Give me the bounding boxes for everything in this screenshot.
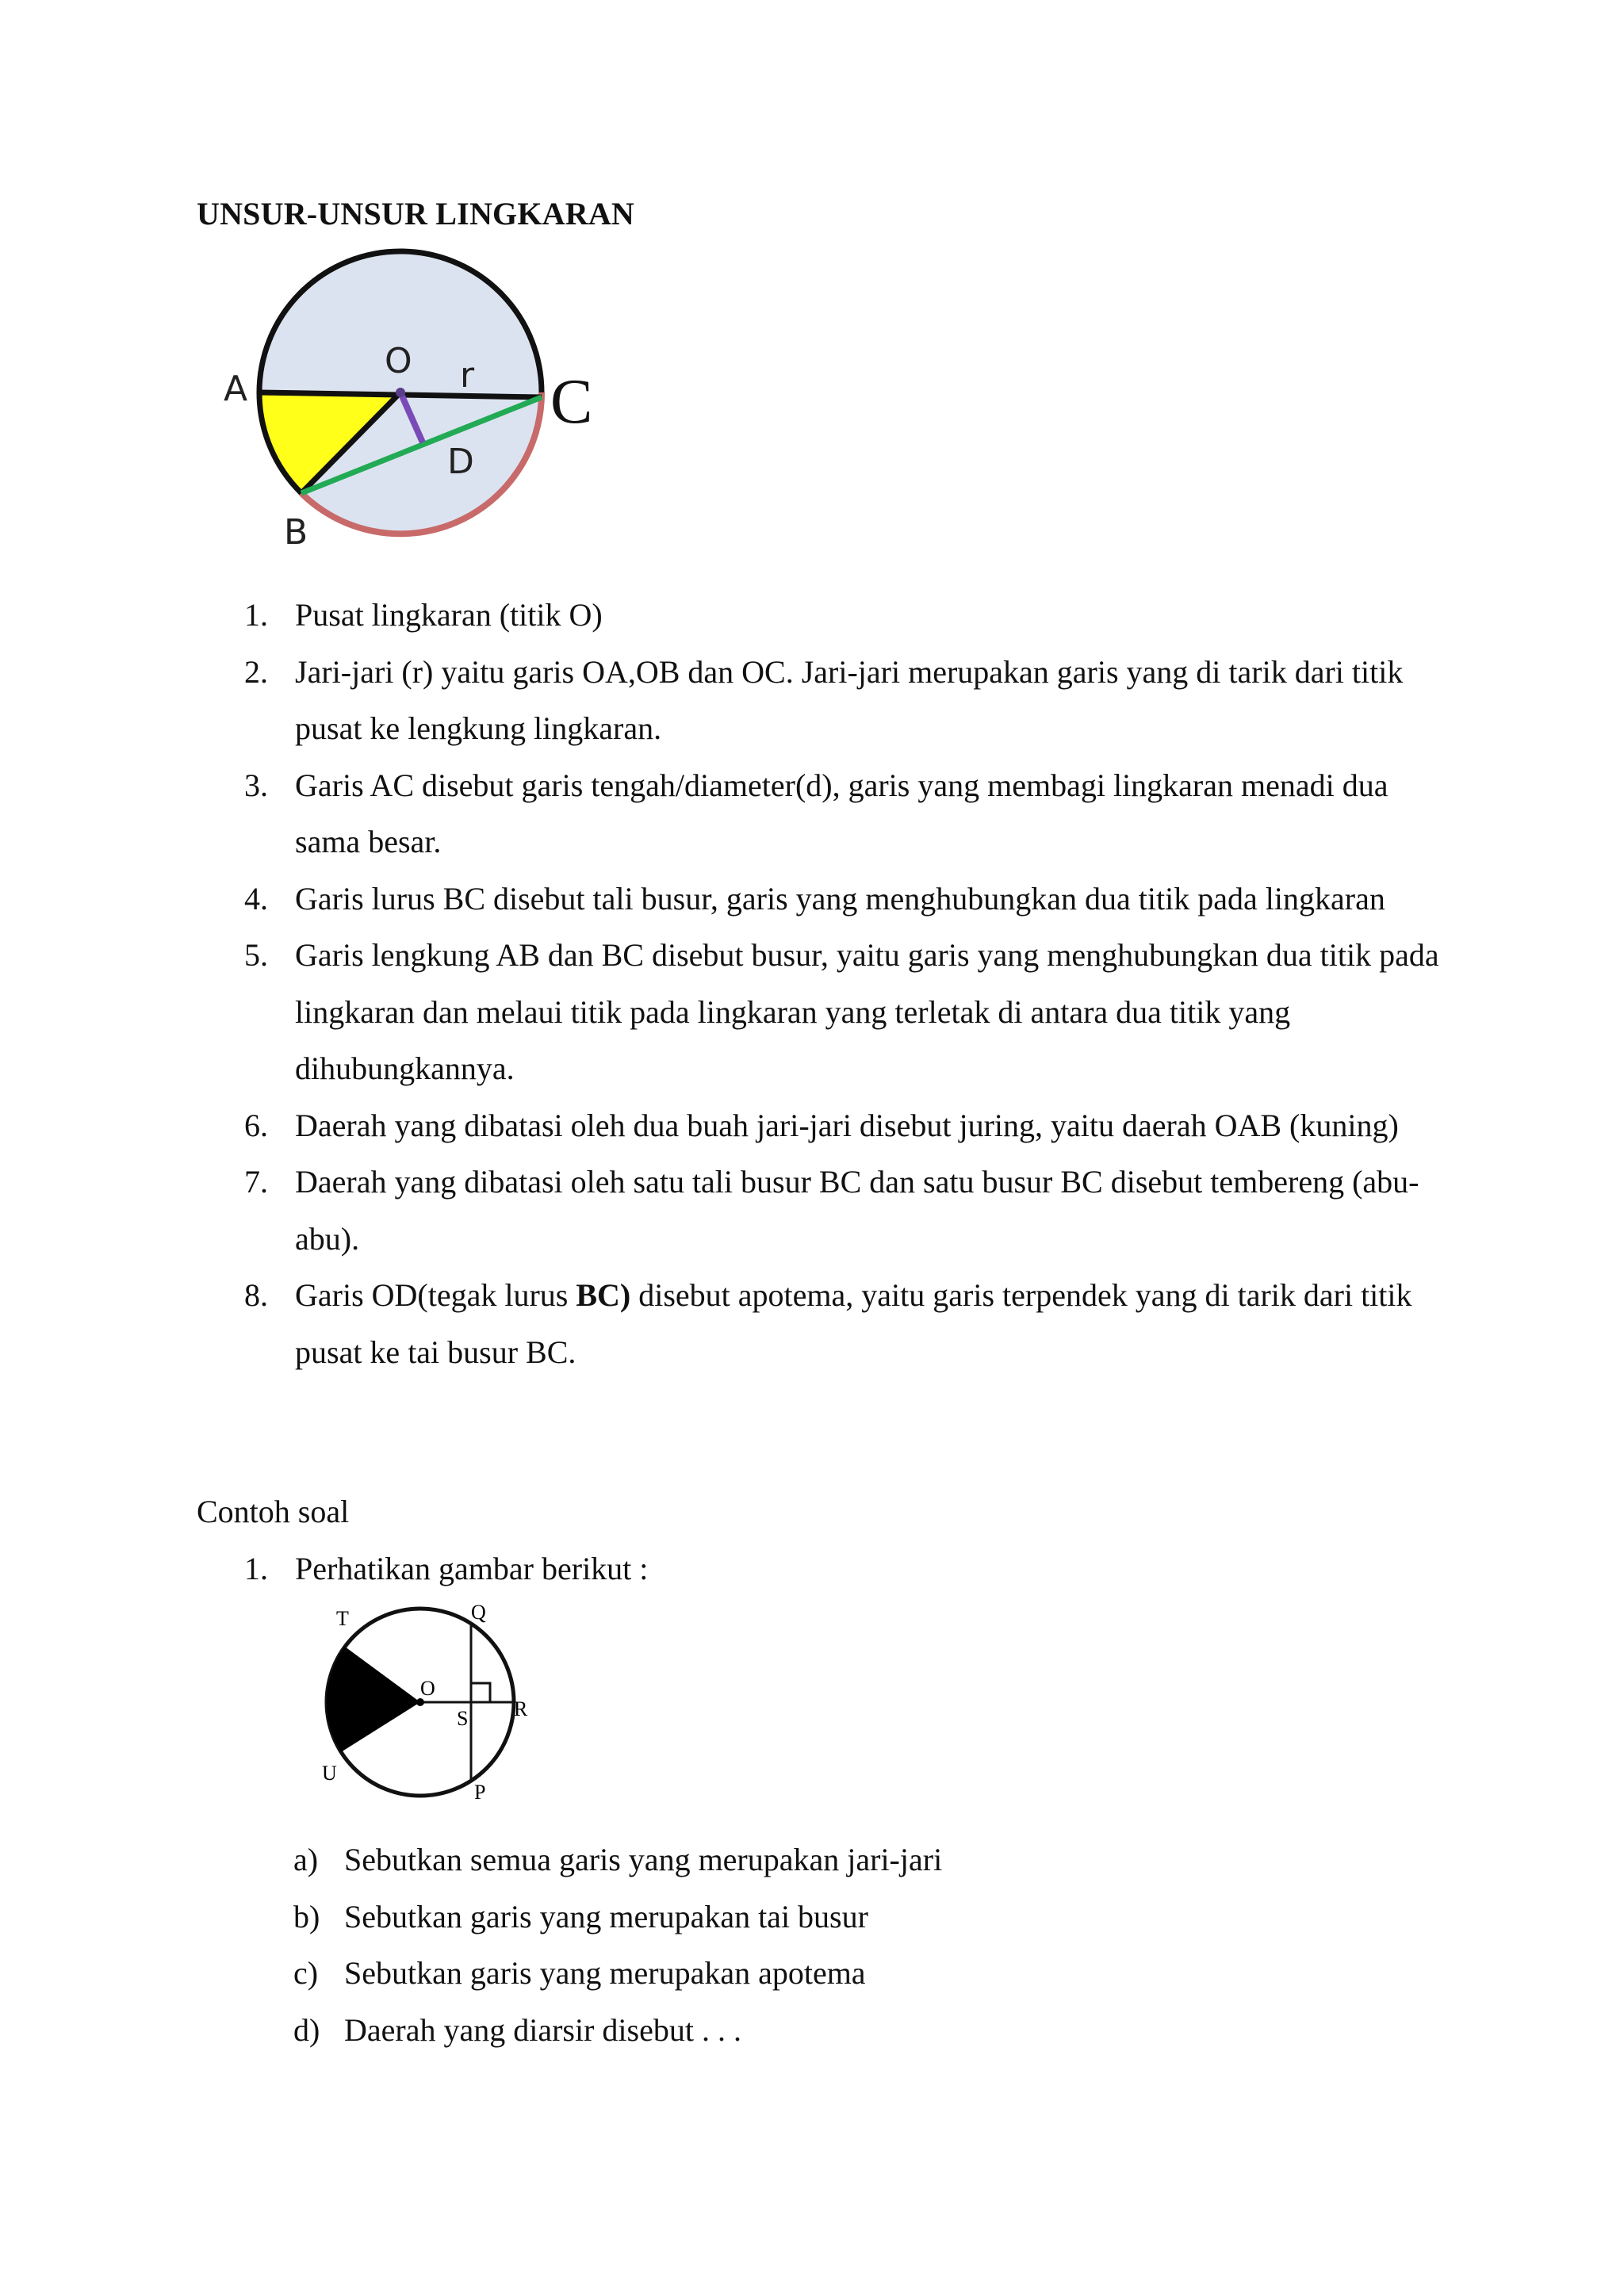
document-title: UNSUR-UNSUR LINGKARAN xyxy=(197,196,635,232)
list-item: 6. Daerah yang dibatasi oleh dua buah jari-jari disebut juring, yaitu daerah OAB (kuning) xyxy=(244,1107,1399,1143)
label-s: S xyxy=(457,1707,469,1730)
label-u: U xyxy=(322,1762,337,1785)
subitem: d) Daerah yang diarsir disebut . . . xyxy=(293,2011,741,2048)
elements-list xyxy=(238,587,1443,1380)
label-t: T xyxy=(336,1607,349,1630)
list-item: 3. Garis AC disebut garis tengah/diameter(d), garis yang membagi lingkaran menadi dua sama besar. xyxy=(244,767,1388,859)
example-circle-figure xyxy=(309,1594,547,1808)
list-item: 8. Garis OD(tegak lurus BC) disebut apotema, yaitu garis terpendek yang di tarik dari titik pusat ke tai busur BC. xyxy=(244,1277,1412,1370)
label-q: Q xyxy=(471,1601,486,1624)
label-o: O xyxy=(385,341,412,381)
question-subitems xyxy=(293,1831,942,2058)
label-b: B xyxy=(284,512,308,553)
label-a: A xyxy=(224,369,248,409)
list-item: 2. Jari-jari (r) yaitu garis OA,OB dan OC. Jari-jari merupakan garis yang di tarik dari titik pusat ke lengkung lingkaran. xyxy=(244,653,1404,746)
label-c: C xyxy=(550,367,593,437)
list-item: 7. Daerah yang dibatasi oleh satu tali busur BC dan satu busur BC disebut tembereng (abu-abu). xyxy=(244,1164,1419,1257)
label-r: r xyxy=(460,355,475,396)
document-page: UNSUR-UNSUR LINGKARAN A O r C D B 1. Pusat lingkaran (titik O) 2. Jari-jari (r) yaitu garis OA,OB dan OC. Jari-jari merupakan garis yang di tarik dari titik pusat ke lengkung lingkaran. 3. Garis AC disebut garis tengah/diameter(d), garis yang membagi lingkaran menadi dua sama besar. 4. Garis lurus BC disebut tali busur, garis yang menghubungkan dua titik pada lingkaran 5. Garis lengkung AB dan BC disebut busur, yaitu garis yang menghubungkan dua titik pada lingkaran dan melaui titik pada lingkaran yang terletak di antara dua titik yang dihubungkannya. 6. Daerah yang dibatasi oleh dua buah jari-jari disebut juring, yaitu daerah OAB (kuning) 7. Daerah yang dibatasi oleh satu tali busur BC dan satu busur BC disebut tembereng (abu-abu). 8. Garis OD(tegak lurus BC) disebut apotema, yaitu garis terpendek yang di tarik dari titik pusat ke tai busur BC. Contoh soal 1. Perhatikan gambar berikut : T Q O S R U P a) Sebutkan semua garis yang merupakan jari-jari b) Sebutkan garis yang merupakan tai busur c) Sebutkan garis yang merupakan apotema d) Daerah yang diarsir disebut . . . xyxy=(0,0,1624,2296)
right-angle-marker xyxy=(471,1683,490,1702)
label-p: P xyxy=(474,1781,486,1804)
label-r: R xyxy=(514,1697,528,1720)
subitem: b) Sebutkan garis yang merupakan tai busur xyxy=(293,1898,868,1934)
subitem: c) Sebutkan garis yang merupakan apotema xyxy=(293,1955,866,1991)
label-d: D xyxy=(447,442,474,482)
example-heading: Contoh soal xyxy=(197,1494,350,1529)
list-item: 5. Garis lengkung AB dan BC disebut busur, yaitu garis yang menghubungkan dua titik pada lingkaran dan melaui titik pada lingkaran yang terletak di antara dua titik yang dihubungkannya. xyxy=(244,937,1439,1086)
list-item: 4. Garis lurus BC disebut tali busur, garis yang menghubungkan dua titik pada lingkaran xyxy=(244,880,1385,916)
list-item: 1. Pusat lingkaran (titik O) xyxy=(244,597,603,633)
subitem: a) Sebutkan semua garis yang merupakan jari-jari xyxy=(293,1842,943,1877)
shaded-sector-tou xyxy=(327,1647,420,1752)
circle-elements-figure xyxy=(214,242,626,559)
center-point-o xyxy=(396,388,405,397)
label-o: O xyxy=(420,1677,435,1700)
